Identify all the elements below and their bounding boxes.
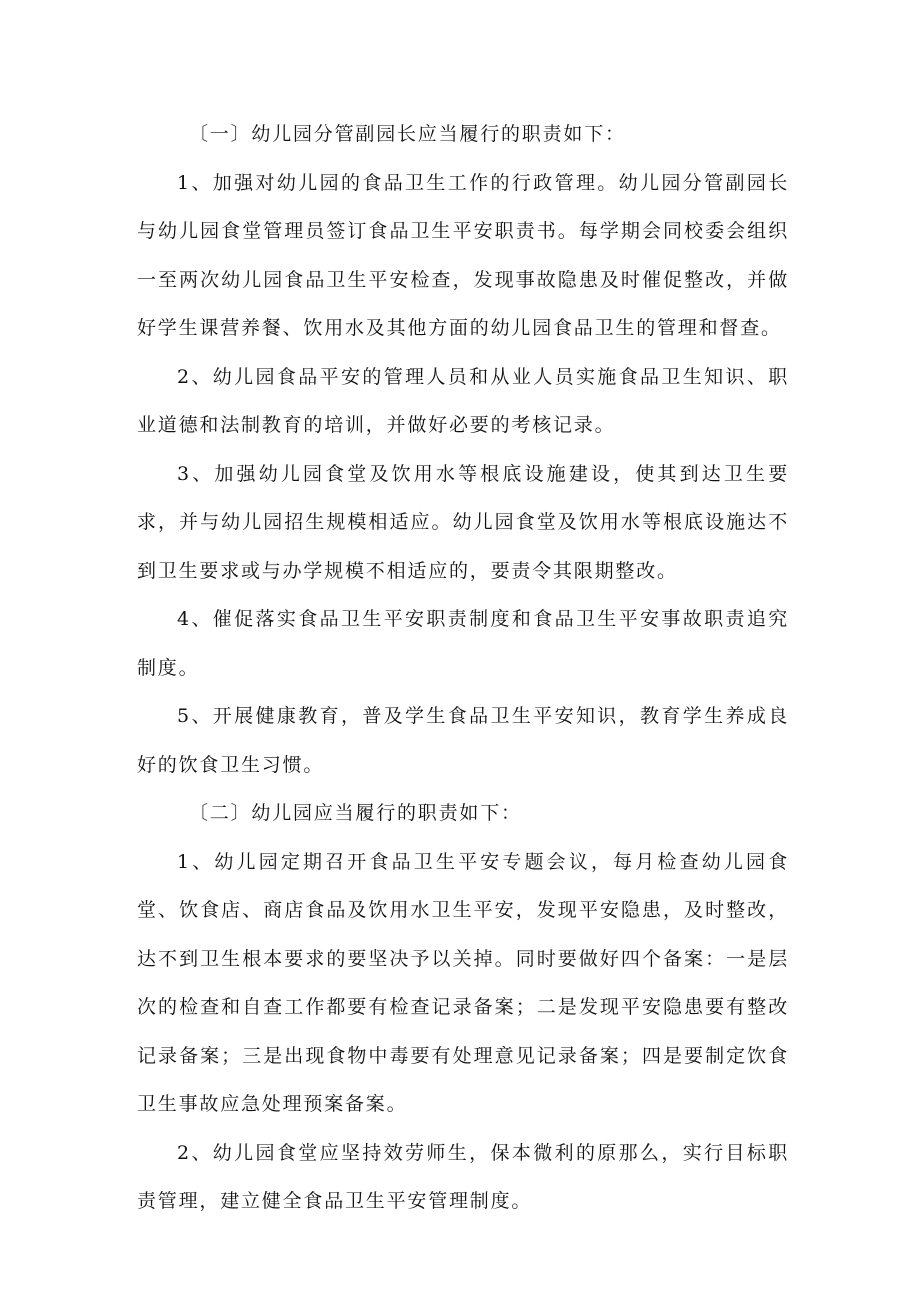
- paragraph-1-1: 1、加强对幼儿园的食品卫生工作的行政管理。幼儿园分管副园长与幼儿园食堂管理员签订食品卫生平安职责书。每学期会同校委会组织一至两次幼儿园食品卫生平安检查，发现事故隐患及时催促整改，并做好学生课营养餐、饮用水及其他方面的幼儿园食品卫生的管理和督查。: [137, 171, 789, 339]
- paragraph-1-4: 4、催促落实食品卫生平安职责制度和食品卫生平安事故职责追究制度。: [137, 608, 789, 679]
- paragraph-2-2: 2、幼儿园食堂应坚持效劳师生，保本微利的原那么，实行目标职责管理，建立健全食品卫生平安管理制度。: [137, 1141, 789, 1212]
- section-heading-1: 〔一〕幼儿园分管副园长应当履行的职责如下：: [189, 123, 626, 145]
- section-heading-2: 〔二〕幼儿园应当履行的职责如下：: [189, 802, 522, 824]
- document-body: [137, 110, 789, 1226]
- paragraph-2-1: 1、幼儿园定期召开食品卫生平安专题会议，每月检查幼儿园食堂、饮食店、商店食品及饮用水卫生平安，发现平安隐患，及时整改，达不到卫生根本要求的要坚决予以关掉。同时要做好四个备案：一是层次的检查和自查工作都要有检查记录备案；二是发现平安隐患要有整改记录备案；三是出现食物中毒要有处理意见记录备案；四是要制定饮食卫生事故应急处理预案备案。: [137, 850, 789, 1115]
- paragraph-1-2: 2、幼儿园食品平安的管理人员和从业人员实施食品卫生知识、职业道德和法制教育的培训，并做好必要的考核记录。: [137, 365, 789, 436]
- paragraph-1-5: 5、开展健康教育，普及学生食品卫生平安知识，教育学生养成良好的饮食卫生习惯。: [137, 705, 789, 776]
- paragraph-1-3: 3、加强幼儿园食堂及饮用水等根底设施建设，使其到达卫生要求，并与幼儿园招生规模相适应。幼儿园食堂及饮用水等根底设施达不到卫生要求或与办学规模不相适应的，要责令其限期整改。: [137, 462, 789, 582]
